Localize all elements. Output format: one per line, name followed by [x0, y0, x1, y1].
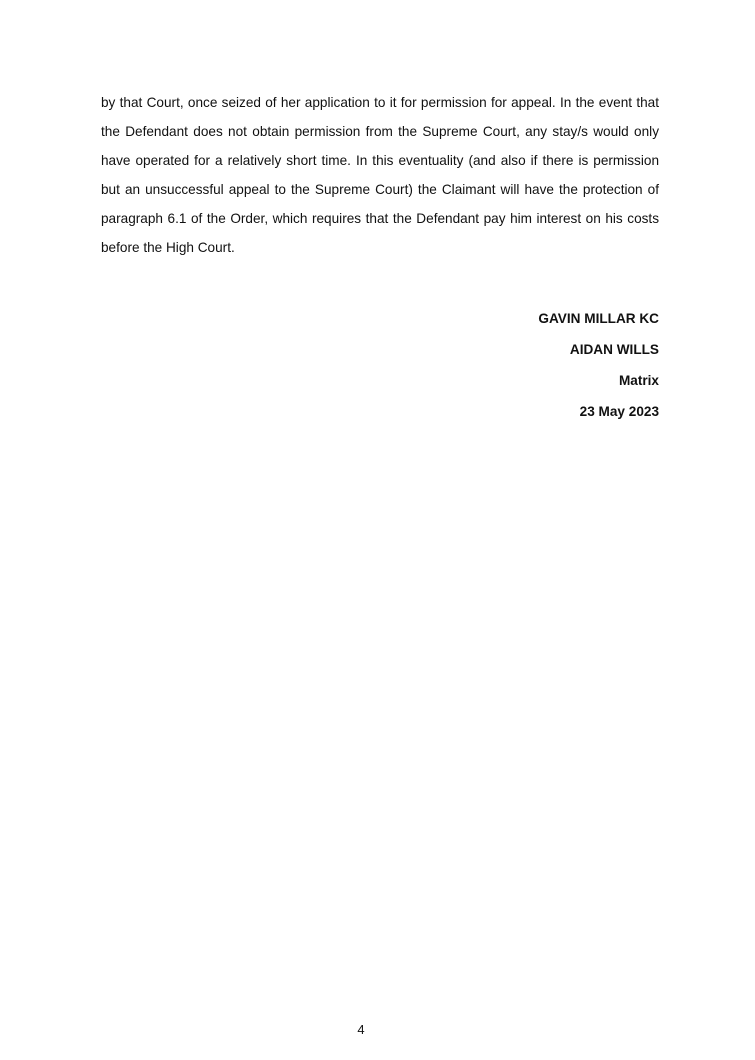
chambers-name: Matrix — [618, 373, 659, 388]
body-paragraph: by that Court, once seized of her application to it for permission for appeal. In the event that the Defendant does not obtain permission from the Supreme Court, any stay/s would only have operated for a relatively short time. In this eventuality (and also if there is permission but an unsuccessful appeal to the Supreme Court) the Claimant will have the protection of paragraph 6.1 of the Order, which requires that the Defendant pay him interest on his costs before the High Court. — [101, 95, 659, 255]
signatory-name-1: GAVIN MILLAR KC — [538, 311, 659, 326]
signatory-name-2: AIDAN WILLS — [569, 342, 659, 357]
signature-date: 23 May 2023 — [579, 404, 659, 419]
signature-block — [538, 303, 659, 427]
page-number: 4 — [357, 1022, 365, 1037]
